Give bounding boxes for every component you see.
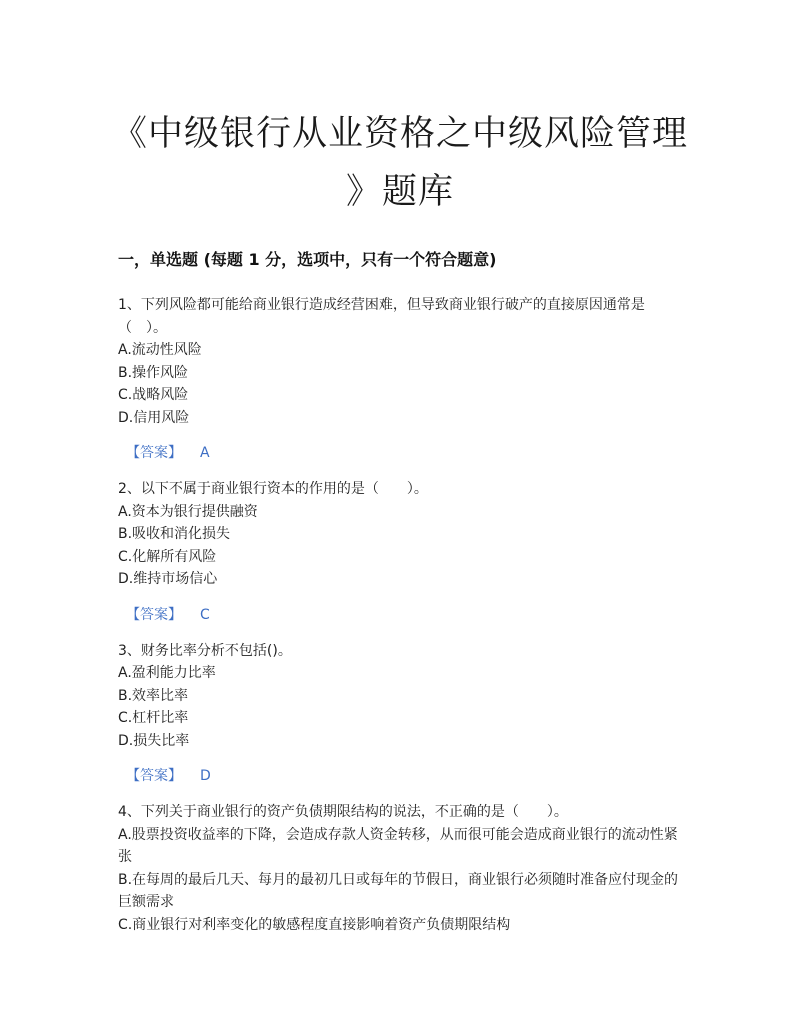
option-a: A.资本为银行提供融资 bbox=[118, 503, 258, 520]
option-d: D.信用风险 bbox=[118, 409, 190, 426]
question-list bbox=[118, 294, 683, 936]
question-text: 1、下列风险都可能给商业银行造成经营困难，但导致商业银行破产的直接原因通常是（ ）。 bbox=[118, 297, 645, 336]
question-text: 4、下列关于商业银行的资产负债期限结构的说法，不正确的是（ ）。 bbox=[118, 804, 568, 820]
answer-line bbox=[126, 604, 683, 626]
answer-line bbox=[126, 442, 683, 464]
document-title bbox=[100, 105, 700, 221]
question-text: 2、以下不属于商业银行资本的作用的是（ ）。 bbox=[118, 481, 428, 497]
answer-value: D bbox=[200, 768, 211, 784]
section-heading: 一，单选题 (每题 1 分，选项中，只有一个符合题意) bbox=[118, 250, 497, 269]
answer-value: C bbox=[200, 606, 210, 623]
option-a: A.流动性风险 bbox=[118, 342, 202, 358]
option-c: C.商业银行对利率变化的敏感程度直接影响着资产负债期限结构 bbox=[118, 916, 511, 933]
option-b: B.效率比率 bbox=[118, 687, 189, 704]
title-line-1: 《中级银行从业资格之中级风险管理 bbox=[111, 114, 688, 154]
question-block bbox=[118, 801, 683, 936]
option-c: C.战略风险 bbox=[118, 387, 189, 403]
question-text: 3、财务比率分析不包括()。 bbox=[118, 642, 292, 659]
option-a: A.盈利能力比率 bbox=[118, 665, 216, 681]
option-a: A.股票投资收益率的下降，会造成存款人资金转移，从而很可能会造成商业银行的流动性紧张 bbox=[118, 826, 678, 865]
answer-label: 【答案】 bbox=[126, 768, 182, 784]
question-block bbox=[118, 478, 683, 626]
option-b: B.操作风险 bbox=[118, 364, 189, 381]
answer-label: 【答案】 bbox=[126, 606, 182, 623]
answer-label: 【答案】 bbox=[126, 445, 182, 461]
option-d: D.损失比率 bbox=[118, 732, 190, 749]
title-line-2: 》题库 bbox=[345, 172, 454, 212]
question-block bbox=[118, 294, 683, 464]
option-d: D.维持市场信心 bbox=[118, 571, 218, 587]
answer-value: A bbox=[200, 445, 210, 461]
option-c: C.杠杆比率 bbox=[118, 710, 189, 726]
option-b: B.在每周的最后几天、每月的最初几日或每年的节假日，商业银行必须随时准备应付现金的巨额需求 bbox=[118, 871, 679, 910]
option-b: B.吸收和消化损失 bbox=[118, 526, 231, 542]
question-block bbox=[118, 640, 683, 788]
option-c: C.化解所有风险 bbox=[118, 548, 217, 565]
answer-line bbox=[126, 765, 683, 787]
